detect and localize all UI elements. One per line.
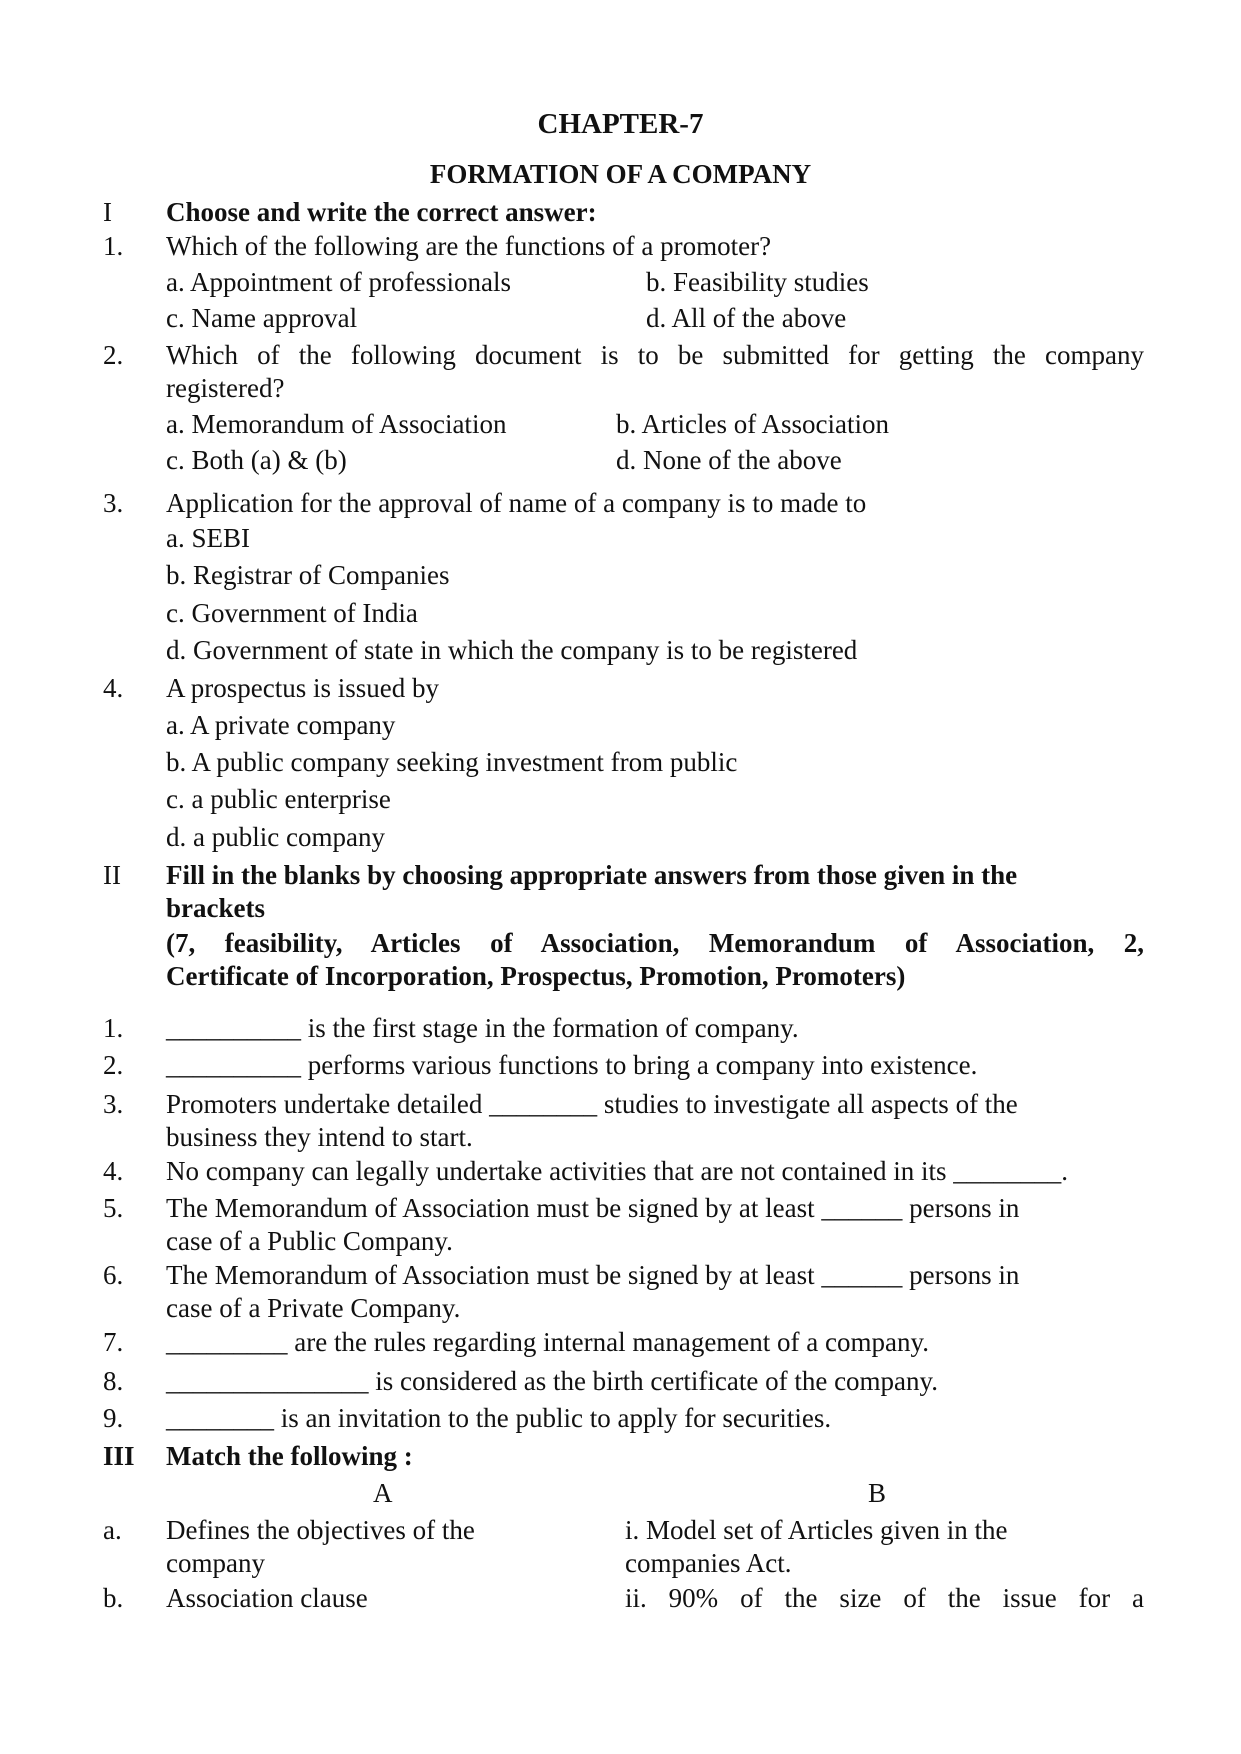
question-number: 3.	[103, 488, 124, 518]
item-text: __________ is the first stage in the formation of company.	[166, 1013, 799, 1043]
column-b-text: companies Act.	[625, 1548, 792, 1578]
column-a-header: A	[373, 1478, 393, 1508]
blank-item-row-continued	[0, 1119, 1241, 1155]
option: b. A public company seeking investment from public	[166, 747, 738, 777]
option: a. Memorandum of Association	[166, 409, 507, 439]
question-row	[0, 228, 1241, 264]
item-text: business they intend to start.	[166, 1122, 473, 1152]
item-number: 3.	[103, 1089, 124, 1119]
question-row	[0, 670, 1241, 706]
option-row	[0, 819, 1241, 855]
column-b-text: i. Model set of Articles given in the	[625, 1515, 1008, 1545]
section-heading: Choose and write the correct answer:	[166, 197, 597, 227]
question-row	[0, 485, 1241, 521]
blank-item-row	[0, 1190, 1241, 1226]
column-a-text: company	[166, 1548, 265, 1578]
blank-item-row	[0, 1363, 1241, 1399]
item-text: _________ are the rules regarding internal management of a company.	[166, 1327, 929, 1357]
options-row	[0, 264, 1241, 300]
option-row	[0, 781, 1241, 817]
option: c. Both (a) & (b)	[166, 445, 347, 475]
question-number: 4.	[103, 673, 124, 703]
blank-item-row	[0, 1153, 1241, 1189]
item-number: 5.	[103, 1193, 124, 1223]
option-row	[0, 632, 1241, 668]
blank-item-row	[0, 1047, 1241, 1083]
chapter-title: FORMATION OF A COMPANY	[429, 159, 812, 189]
item-text: case of a Public Company.	[166, 1226, 453, 1256]
options-row	[0, 406, 1241, 442]
item-text: ________ is an invitation to the public to apply for securities.	[166, 1403, 832, 1433]
blank-item-row	[0, 1086, 1241, 1122]
section-heading: brackets	[166, 893, 265, 923]
option: b. Feasibility studies	[646, 267, 869, 297]
question-number: 1.	[103, 231, 124, 261]
option: b. Registrar of Companies	[166, 560, 450, 590]
option: b. Articles of Association	[616, 409, 889, 439]
section-heading: Match the following :	[166, 1441, 413, 1471]
options-row	[0, 300, 1241, 336]
option: a. SEBI	[166, 523, 250, 553]
option: d. All of the above	[646, 303, 847, 333]
column-b-header: B	[868, 1478, 887, 1508]
chapter-heading: CHAPTER-7	[537, 108, 704, 140]
blank-item-row-continued	[0, 1290, 1241, 1326]
question-row	[0, 337, 1241, 373]
item-text: Promoters undertake detailed ________ studies to investigate all aspects of the	[166, 1089, 1018, 1119]
column-a-text: Defines the objectives of the	[166, 1515, 475, 1545]
question-text: Which of the following are the functions of a promoter?	[166, 231, 772, 261]
question-text: A prospectus is issued by	[166, 673, 439, 703]
option-row	[0, 707, 1241, 743]
match-row	[0, 1580, 1241, 1616]
choices-row	[0, 925, 1241, 961]
match-label: b.	[103, 1583, 124, 1613]
item-number: 2.	[103, 1050, 124, 1080]
blank-item-row-continued	[0, 1223, 1241, 1259]
answer-choices: (7, feasibility, Articles of Association, Memorandum of Association, 2,	[166, 928, 1144, 958]
section-2-heading-row	[0, 857, 1241, 893]
match-label: a.	[103, 1515, 122, 1545]
column-b-text: ii. 90% of the size of the issue for a	[625, 1583, 1144, 1613]
item-text: __________ performs various functions to bring a company into existence.	[166, 1050, 978, 1080]
section-2-heading-row-continued	[0, 890, 1241, 926]
match-column-headers	[0, 1475, 1241, 1511]
question-text: registered?	[166, 373, 285, 403]
item-number: 8.	[103, 1366, 124, 1396]
section-number: III	[103, 1441, 135, 1471]
item-text: No company can legally undertake activities that are not contained in its ________.	[166, 1156, 1068, 1186]
column-a-text: Association clause	[166, 1583, 368, 1613]
item-number: 9.	[103, 1403, 124, 1433]
question-text: Application for the approval of name of a company is to made to	[166, 488, 867, 518]
option-row	[0, 595, 1241, 631]
item-text: case of a Private Company.	[166, 1293, 461, 1323]
blank-item-row	[0, 1010, 1241, 1046]
option: d. Government of state in which the company is to be registered	[166, 635, 858, 665]
item-number: 1.	[103, 1013, 124, 1043]
blank-item-row	[0, 1400, 1241, 1436]
question-number: 2.	[103, 340, 124, 370]
choices-row	[0, 958, 1241, 994]
answer-choices: Certificate of Incorporation, Prospectus, Promotion, Promoters)	[166, 961, 906, 991]
section-3-heading-row	[0, 1438, 1241, 1474]
blank-item-row	[0, 1257, 1241, 1293]
item-text: _______________ is considered as the birth certificate of the company.	[166, 1366, 939, 1396]
item-number: 6.	[103, 1260, 124, 1290]
option: d. a public company	[166, 822, 385, 852]
option: c. a public enterprise	[166, 784, 391, 814]
item-text: The Memorandum of Association must be signed by at least ______ persons in	[166, 1193, 1020, 1223]
option: d. None of the above	[616, 445, 842, 475]
match-row	[0, 1512, 1241, 1548]
question-text: Which of the following document is to be submitted for getting the company	[166, 340, 1144, 370]
option-row	[0, 520, 1241, 556]
option: a. Appointment of professionals	[166, 267, 511, 297]
section-heading: Fill in the blanks by choosing appropriate answers from those given in the	[166, 860, 1018, 890]
blank-item-row	[0, 1324, 1241, 1360]
option-row	[0, 557, 1241, 593]
option-row	[0, 744, 1241, 780]
section-1-heading-row	[0, 194, 1241, 230]
question-row-continued	[0, 370, 1241, 406]
item-number: 7.	[103, 1327, 124, 1357]
options-row	[0, 442, 1241, 478]
item-number: 4.	[103, 1156, 124, 1186]
option: c. Name approval	[166, 303, 358, 333]
option: a. A private company	[166, 710, 396, 740]
item-text: The Memorandum of Association must be signed by at least ______ persons in	[166, 1260, 1020, 1290]
option: c. Government of India	[166, 598, 418, 628]
section-number: I	[103, 197, 112, 227]
match-row-continued	[0, 1545, 1241, 1581]
section-number: II	[103, 860, 121, 890]
